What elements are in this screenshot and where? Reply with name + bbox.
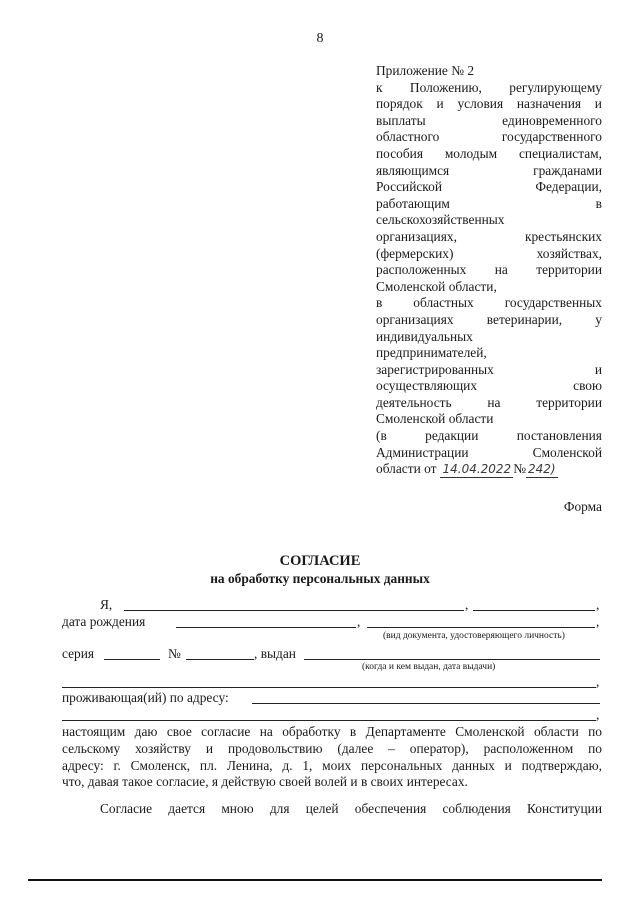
comma: ,	[596, 707, 600, 722]
appendix-line	[376, 212, 602, 229]
appendix-word: расположенных	[376, 262, 467, 278]
appendix-word: и	[594, 361, 602, 377]
appendix-word: условия	[457, 96, 504, 112]
appendix-word: Положению,	[409, 79, 482, 95]
appendix-word: областных	[413, 295, 474, 311]
handwritten-number: 242)	[527, 462, 556, 477]
appendix-word: Смоленской области	[376, 411, 494, 427]
name-field-line-2	[473, 610, 595, 611]
appendix-line	[376, 445, 602, 462]
appendix-word: порядок	[376, 96, 423, 112]
appendix-word: крестьянских	[524, 228, 602, 244]
page-number: 8	[316, 31, 324, 46]
issued-field-line-2	[62, 687, 596, 688]
appendix-line	[376, 96, 602, 113]
appendix-word: организациях,	[376, 228, 457, 244]
appendix-line	[376, 80, 602, 97]
label-number: №	[168, 646, 181, 661]
appendix-word: выплаты	[376, 112, 426, 128]
form-label: Форма	[563, 499, 602, 514]
purpose-paragraph: Согласие дается мною для целей обеспечения соблюдения Конституции	[100, 801, 602, 816]
date-prefix: области от	[376, 461, 437, 477]
appendix-line	[376, 113, 602, 130]
appendix-word: осуществляющих	[376, 378, 478, 394]
address-field-line-2	[62, 720, 596, 721]
appendix-line	[376, 163, 602, 180]
consent-paragraph-line: адресу: г. Смоленск, пл. Ленина, д. 1, моих персональных данных и подтверждаю,	[62, 757, 602, 773]
handwritten-date: 14.04.2022	[442, 462, 512, 477]
appendix-line	[376, 63, 602, 80]
document-hint: (вид документа, удостоверяющего личность)	[383, 631, 565, 641]
appendix-line	[376, 179, 602, 196]
appendix-line	[376, 345, 602, 362]
appendix-word: (в	[376, 428, 387, 444]
appendix-word: свою	[573, 378, 602, 394]
appendix-word: на	[487, 394, 501, 410]
comma: ,	[596, 674, 600, 689]
document-title: СОГЛАСИЕ	[279, 553, 361, 569]
appendix-word: молодым	[444, 145, 498, 161]
issued-hint: (когда и кем выдан, дата выдачи)	[362, 662, 496, 672]
appendix-line	[376, 229, 602, 246]
appendix-line	[376, 146, 602, 163]
appendix-line	[376, 129, 602, 146]
appendix-word: в	[376, 295, 383, 311]
appendix-word: хозяйствах,	[536, 245, 602, 261]
appendix-word: деятельность	[376, 394, 452, 410]
comma: ,	[596, 597, 600, 612]
appendix-word: Администрации	[376, 444, 469, 460]
appendix-word: Смоленской	[532, 444, 602, 460]
page-bottom-rule	[28, 879, 602, 881]
appendix-word: и	[594, 96, 602, 112]
appendix-word: Приложение № 2	[376, 63, 475, 78]
document-subtitle: на обработку персональных данных	[210, 571, 430, 586]
name-field-line	[124, 610, 464, 611]
appendix-word: и	[436, 96, 444, 112]
appendix-word: (фермерских)	[376, 245, 454, 261]
appendix-line	[376, 428, 602, 445]
appendix-word: гражданами	[533, 162, 602, 178]
appendix-block	[376, 63, 602, 478]
appendix-word: индивидуальных	[376, 328, 473, 344]
appendix-line	[376, 395, 602, 412]
appendix-word: территории	[536, 262, 602, 278]
appendix-word: единовременного	[502, 112, 602, 128]
appendix-word: редакции	[425, 428, 479, 444]
label-series: серия	[62, 646, 95, 661]
appendix-word: государственных	[504, 295, 602, 311]
appendix-word: у	[595, 311, 602, 327]
appendix-word: территории	[536, 394, 602, 410]
document-type-field-line	[367, 627, 595, 628]
appendix-word: постановления	[516, 428, 602, 444]
appendix-word: в	[595, 195, 602, 211]
appendix-word: областного	[376, 129, 440, 145]
appendix-word: предпринимателей,	[376, 345, 487, 361]
appendix-line	[376, 196, 602, 213]
label-address: проживающая(ий) по адресу:	[62, 690, 229, 705]
issued-field-line	[304, 659, 600, 660]
appendix-line-date	[376, 461, 602, 478]
appendix-word: сельскохозяйственных	[376, 212, 505, 228]
appendix-word: организациях	[376, 311, 454, 327]
appendix-line	[376, 279, 602, 296]
appendix-line	[376, 312, 602, 329]
appendix-word: Федерации,	[535, 179, 602, 195]
appendix-word: пособия	[376, 145, 423, 161]
appendix-word: специалистам,	[518, 145, 602, 161]
comma: ,	[357, 614, 361, 629]
appendix-line	[376, 262, 602, 279]
address-field-line	[252, 703, 600, 704]
appendix-line	[376, 329, 602, 346]
label-ya: Я,	[100, 597, 113, 612]
consent-paragraph-line: сельскому хозяйству и продовольствию (далее – оператор), расположенном по	[62, 740, 602, 756]
appendix-word: к	[376, 79, 383, 95]
consent-paragraph-line: настоящим даю свое согласие на обработку в Департаменте Смоленской области по	[62, 724, 602, 739]
appendix-line	[376, 378, 602, 395]
consent-paragraph-line: что, давая такое согласие, я действую своей волей и в своих интересах.	[62, 774, 468, 790]
appendix-word: государственного	[501, 129, 602, 145]
appendix-word: зарегистрированных	[376, 361, 494, 377]
series-field-line	[104, 659, 160, 660]
appendix-line	[376, 246, 602, 263]
birth-date-field-line	[176, 627, 356, 628]
appendix-line	[376, 295, 602, 312]
appendix-word: на	[494, 262, 508, 278]
comma: ,	[465, 597, 469, 612]
appendix-word: регулирующему	[509, 79, 602, 95]
number-sign: №	[513, 461, 526, 477]
appendix-line	[376, 362, 602, 379]
appendix-word: ветеринарии,	[486, 311, 563, 327]
appendix-word: Смоленской области,	[376, 278, 497, 294]
consent-paragraph	[62, 724, 602, 791]
appendix-line	[376, 411, 602, 428]
appendix-word: работающим	[376, 195, 450, 211]
label-issued: , выдан	[254, 646, 296, 661]
comma: ,	[596, 614, 600, 629]
appendix-word: Российской	[376, 179, 442, 195]
appendix-word: являющимся	[376, 162, 450, 178]
label-birth-date: дата рождения	[62, 614, 146, 629]
appendix-word: назначения	[516, 96, 582, 112]
number-field-line	[186, 659, 254, 660]
